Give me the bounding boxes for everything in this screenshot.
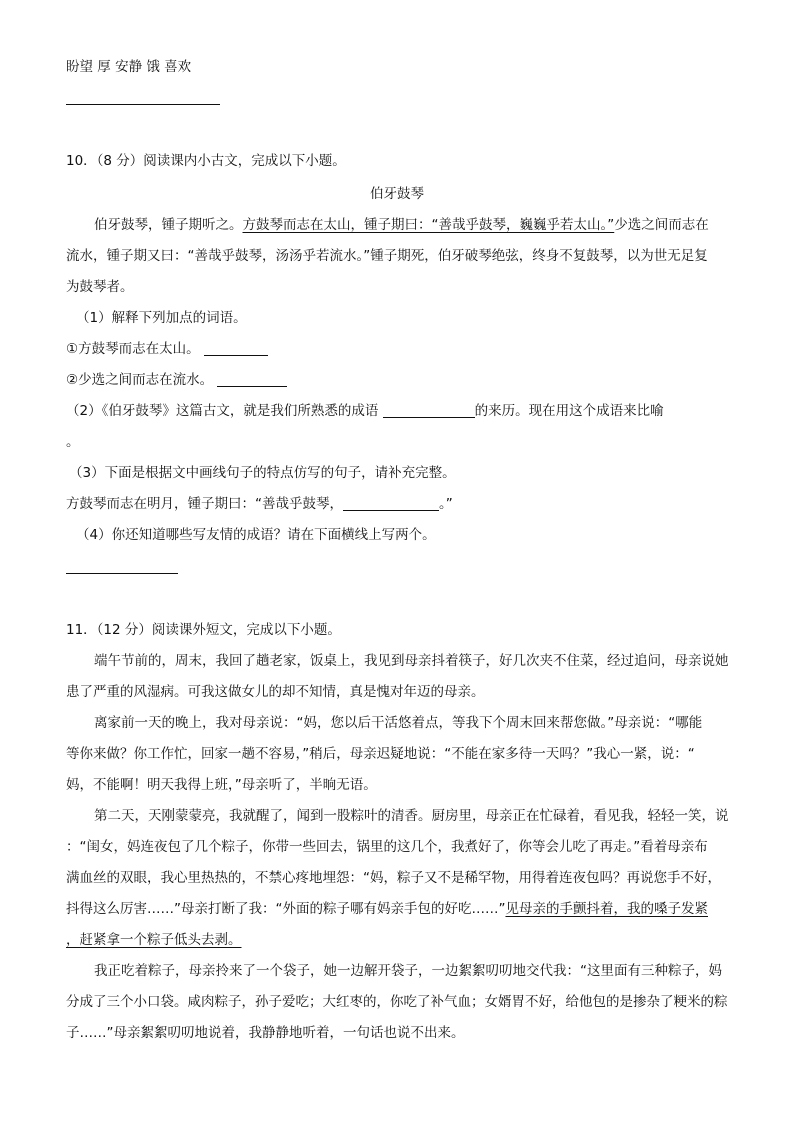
passage-line: 分成了三个小口袋。咸肉粽子，孙子爱吃；大红枣的，你吃了补气血；女婿胃不好，给他包的是掺杂了粳米的粽: [66, 994, 728, 1010]
sub-question-1: （1）解释下列加点的词语。: [76, 310, 247, 326]
sub-question-1b: ②少选之间而志在流水。: [66, 370, 287, 390]
passage-title: 伯牙鼓琴: [370, 186, 424, 202]
question-11-header: 11．（12 分）阅读课外短文，完成以下小题。: [66, 622, 341, 638]
answer-line[interactable]: [66, 104, 220, 105]
passage-line: 为鼓琴者。: [66, 279, 134, 295]
passage-line: 子……”母亲絮絮叨叨地说着，我静静地听着，一句话也说不出来。: [66, 1025, 465, 1041]
passage-line: 患了严重的风湿病。可我这做女儿的却不知情，真是愧对年迈的母亲。: [66, 684, 485, 700]
underlined-sentence: ，赶紧拿一个粽子低头去剥。: [66, 932, 242, 948]
answer-line[interactable]: [66, 573, 178, 574]
passage-line: 第二天，天刚蒙蒙亮，我就醒了，闻到一股粽叶的清香。厨房里，母亲正在忙碌着，看见我，轻轻一笑，说: [94, 808, 729, 824]
sub-question-3: （3）下面是根据文中画线句子的特点仿写的句子，请补充完整。: [69, 465, 456, 481]
sub-question-4: （4）你还知道哪些写友情的成语？请在下面横线上写两个。: [76, 527, 436, 543]
sub-question-1a: ①方鼓琴而志在太山。: [66, 339, 268, 359]
passage-line: 伯牙鼓琴，锺子期听之。方鼓琴而志在太山，锺子期曰：“善哉乎鼓琴，巍巍乎若太山。”少选之间而志在: [94, 217, 709, 233]
underlined-sentence: 方鼓琴而志在太山，锺子期曰：“善哉乎鼓琴，巍巍乎若太山。”: [242, 217, 615, 233]
answer-blank[interactable]: [204, 341, 268, 356]
passage-line: 我正吃着粽子，母亲拎来了一个袋子，她一边解开袋子，一边絮絮叨叨地交代我：“这里面有三种粽子，妈: [94, 963, 722, 979]
passage-line: 端午节前的，周末，我回了趟老家，饭桌上，我见到母亲抖着筷子，好几次夹不住菜，经过追问，母亲说她: [94, 653, 729, 669]
sub-question-2-end: 。: [66, 434, 80, 450]
passage-line: 流水，锺子期又曰：“善哉乎鼓琴，汤汤乎若流水。”锺子期死，伯牙破琴绝弦，终身不复鼓琴，以为世无足复: [66, 248, 708, 264]
word-list: 盼望 厚 安静 饿 喜欢: [66, 59, 192, 75]
passage-line: 等你来做？你工作忙，回家一趟不容易，”稍后，母亲迟疑地说：“不能在家多待一天吗？”我心一紧，说：“: [66, 746, 695, 762]
question-10-header: 10．（8 分）阅读课内小古文，完成以下小题。: [66, 153, 346, 169]
sub-question-2: （2）《伯牙鼓琴》这篇古文，就是我们所熟悉的成语 的来历。现在用这个成语来比喻: [66, 403, 664, 419]
passage-line: 抖得这么厉害……”母亲打断了我：“外面的粽子哪有妈亲手包的好吃……”见母亲的手颤抖着，我的嗓子发紧: [66, 901, 708, 917]
answer-blank[interactable]: [343, 496, 439, 511]
underlined-sentence: 见母亲的手颤抖着，我的嗓子发紧: [505, 901, 708, 917]
passage-line: 满血丝的双眼，我心里热热的，不禁心疼地埋怨：“妈，粽子又不是稀罕物，用得着连夜包吗？再说您手不好，: [66, 870, 721, 886]
passage-line: 妈，不能啊！明天我得上班，”母亲听了，半晌无语。: [66, 777, 377, 793]
passage-line: 离家前一天的晚上，我对母亲说：“妈，您以后干活悠着点，等我下个周末回来帮您做。”母亲说：“哪能: [94, 715, 703, 731]
answer-blank[interactable]: [217, 372, 287, 387]
answer-blank[interactable]: [383, 403, 475, 418]
passage-line: ：“闺女，妈连夜包了几个粽子，你带一些回去，锅里的这几个，我煮好了，你等会儿吃了再走。”看着母亲布: [66, 839, 708, 855]
sub-question-3-sentence: 方鼓琴而志在明月，锺子期曰：“善哉乎鼓琴， 。”: [66, 496, 453, 512]
passage-line: [66, 930, 242, 950]
